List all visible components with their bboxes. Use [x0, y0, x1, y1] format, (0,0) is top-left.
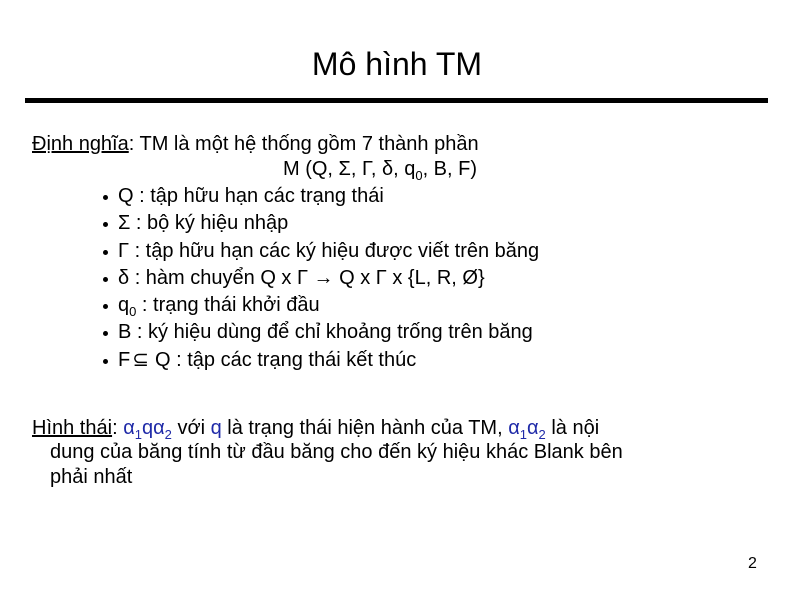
definition-label: Định nghĩa	[32, 133, 129, 155]
config-sub-3: 1	[519, 427, 527, 442]
config-alpha-3: α	[508, 417, 520, 439]
tuple-suffix: , B, F)	[422, 158, 478, 180]
config-mid-2: là trạng thái hiện hành của TM,	[221, 417, 509, 439]
bullet-icon	[103, 331, 108, 336]
config-alpha-1: α	[123, 417, 135, 439]
config-sub-2: 2	[164, 427, 172, 442]
component-text	[118, 293, 320, 320]
component-text: Σ : bộ ký hiệu nhập	[118, 212, 289, 235]
bullet-icon	[103, 304, 108, 309]
component-text: Q : tập hữu hạn các trạng thái	[118, 185, 384, 207]
configuration-line-3: phải nhất	[50, 466, 133, 488]
bullet-icon	[103, 195, 108, 200]
config-end-1: là nội	[545, 417, 600, 439]
config-alpha-4: α	[526, 417, 539, 439]
page-number: 2	[748, 555, 757, 572]
config-sub-4: 2	[538, 427, 546, 442]
bullet-icon	[103, 250, 108, 255]
component-prefix: q	[118, 294, 130, 317]
definition-text: : TM là một hệ thống gồm 7 thành phần	[128, 133, 479, 155]
bullet-icon	[103, 222, 108, 227]
component-sub: 0	[129, 304, 137, 320]
bullet-icon	[103, 359, 108, 364]
configuration-colon: :	[112, 417, 124, 439]
definition-heading	[32, 132, 479, 156]
tm-tuple	[283, 157, 477, 181]
component-text: δ : hàm chuyển Q x Γ → Q x Γ x {L, R, Ø}	[118, 266, 485, 289]
config-mid-1: với	[171, 417, 211, 439]
configuration-line-2: dung của băng tính từ đầu băng cho đến ký hiệu khác Blank bên	[50, 441, 623, 463]
bullet-icon	[103, 277, 108, 282]
component-desc: : trạng thái khởi đầu	[136, 294, 320, 317]
config-q: q	[141, 417, 154, 439]
tuple-sub: 0	[415, 168, 423, 183]
component-text: Γ : tập hữu hạn các ký hiệu được viết trên băng	[118, 239, 540, 262]
configuration-line-1	[32, 416, 599, 440]
config-q-ref: q	[210, 417, 222, 439]
component-desc: Q : tập các trạng thái kết thúc	[154, 348, 417, 371]
subset-icon: ⊆	[132, 348, 149, 371]
component-prefix: F	[118, 348, 131, 371]
config-alpha-2: α	[153, 417, 165, 439]
component-text: B : ký hiệu dùng để chỉ khoảng trống trên băng	[118, 321, 533, 344]
tuple-prefix: M (Q, Σ, Γ, δ, q	[283, 158, 416, 180]
config-sub-1: 1	[134, 427, 142, 442]
slide-title: Mô hình TM	[311, 46, 483, 82]
configuration-label: Hình thái	[32, 417, 113, 439]
title-divider	[25, 98, 768, 103]
component-text	[118, 348, 416, 372]
